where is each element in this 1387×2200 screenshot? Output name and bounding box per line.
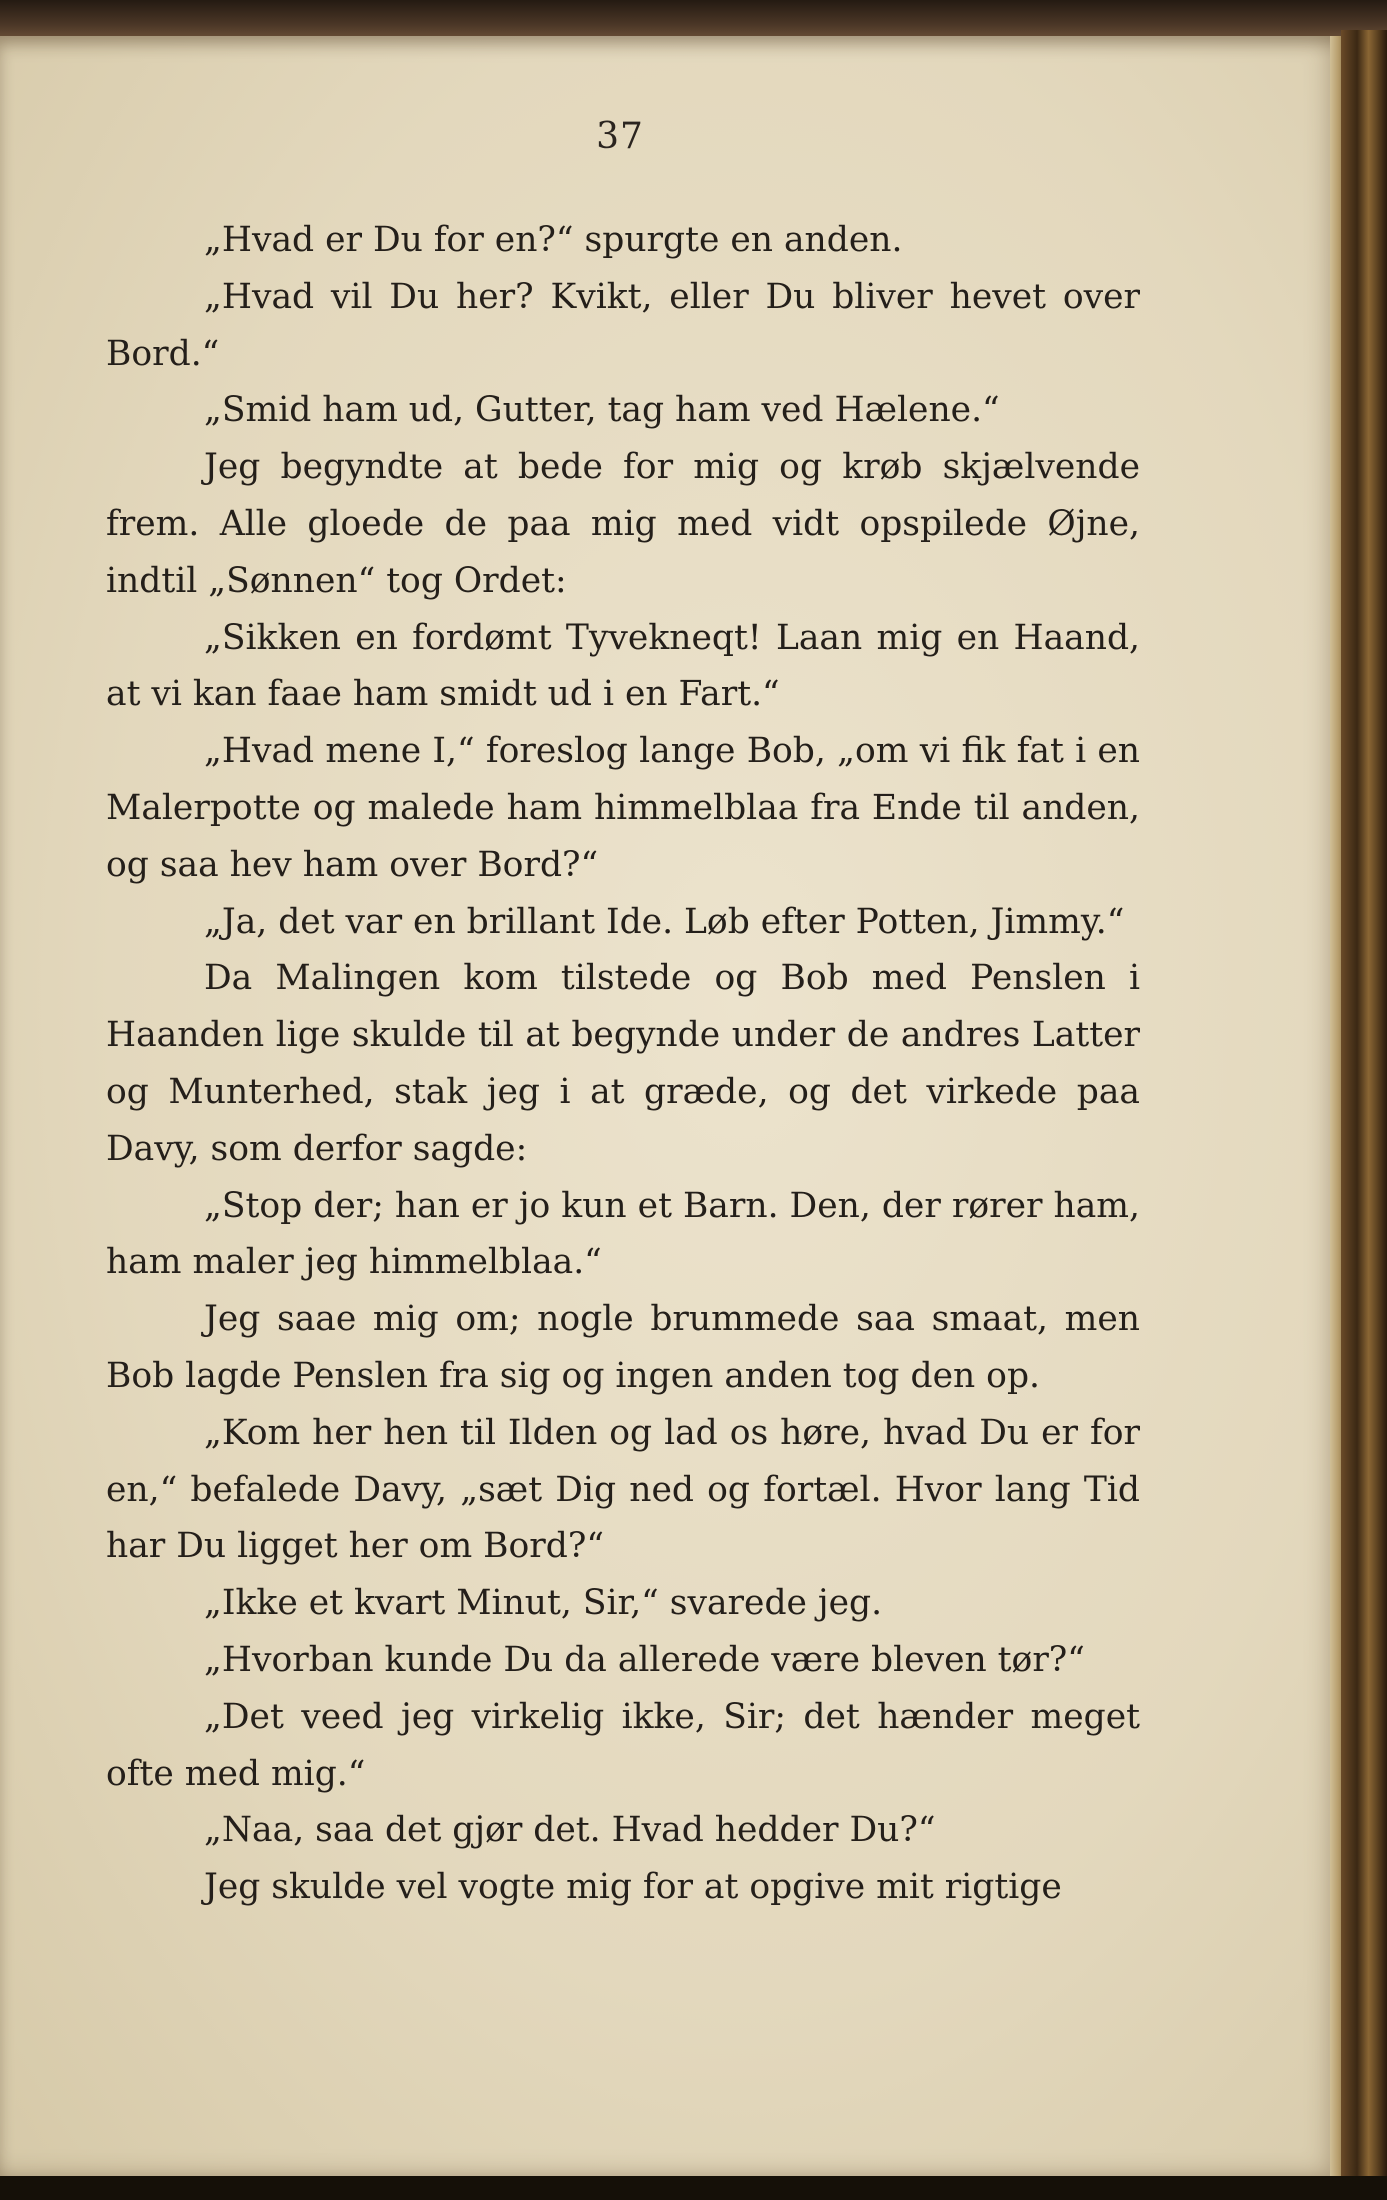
book-cover-edge	[1341, 30, 1387, 2180]
paragraph: „Ja, det var en brillant Ide. Løb efter Potten, Jimmy.“	[204, 901, 1125, 942]
page-number: 37	[596, 116, 644, 157]
paragraph: „Sikken en fordømt Tyvekneqt! Laan mig en Haand, at vi kan faae ham smidt ud i en Fart.“	[106, 617, 1140, 715]
book-top-edge	[0, 0, 1387, 40]
paragraph: Da Malingen kom tilstede og Bob med Penslen i Haanden lige skulde til at begynde under de andres Latter og Munterhed, stak jeg i at græde, og det virkede paa Davy, som derfor sagde:	[106, 958, 1140, 1169]
paragraph: Jeg saae mig om; nogle brummede saa smaat, men Bob lagde Penslen fra sig og ingen anden tog den op.	[106, 1299, 1140, 1396]
paragraph: „Naa, saa det gjør det. Hvad hedder Du?“	[204, 1810, 936, 1851]
paragraph: Jeg skulde vel vogte mig for at opgive mit rigtige	[204, 1867, 1062, 1908]
paragraph: „Hvad er Du for en?“ spurgte en anden.	[204, 220, 903, 260]
paragraph: „Hvad vil Du her? Kvikt, eller Du bliver hevet over Bord.“	[106, 276, 1140, 374]
book-bottom-edge	[0, 2176, 1387, 2200]
paragraph: „Hvad mene I,“ foreslog lange Bob, „om vi fik fat i en Malerpotte og malede ham himmelblaa fra Ende til anden, og saa hev ham over Bord?“	[106, 731, 1140, 885]
body-text	[106, 212, 1140, 1916]
paragraph: „Stop der; han er jo kun et Barn. Den, der rører ham, ham maler jeg himmelblaa.“	[106, 1185, 1140, 1283]
paragraph: „Det veed jeg virkelig ikke, Sir; det hænder meget ofte med mig.“	[106, 1696, 1140, 1794]
paragraph: „Smid ham ud, Gutter, tag ham ved Hælene.“	[204, 390, 1000, 431]
paragraph: „Hvorban kunde Du da allerede være bleven tør?“	[204, 1639, 1085, 1680]
paragraph: Jeg begyndte at bede for mig og krøb skjælvende frem. Alle gloede de paa mig med vidt opspilede Øjne, indtil „Sønnen“ tog Ordet:	[106, 447, 1140, 601]
paragraph: „Ikke et kvart Minut, Sir,“ svarede jeg.	[204, 1583, 883, 1624]
paragraph: „Kom her hen til Ilden og lad os høre, hvad Du er for en,“ befalede Davy, „sæt Dig ned og fortæl. Hvor lang Tid har Du ligget her om Bord?“	[106, 1412, 1140, 1567]
